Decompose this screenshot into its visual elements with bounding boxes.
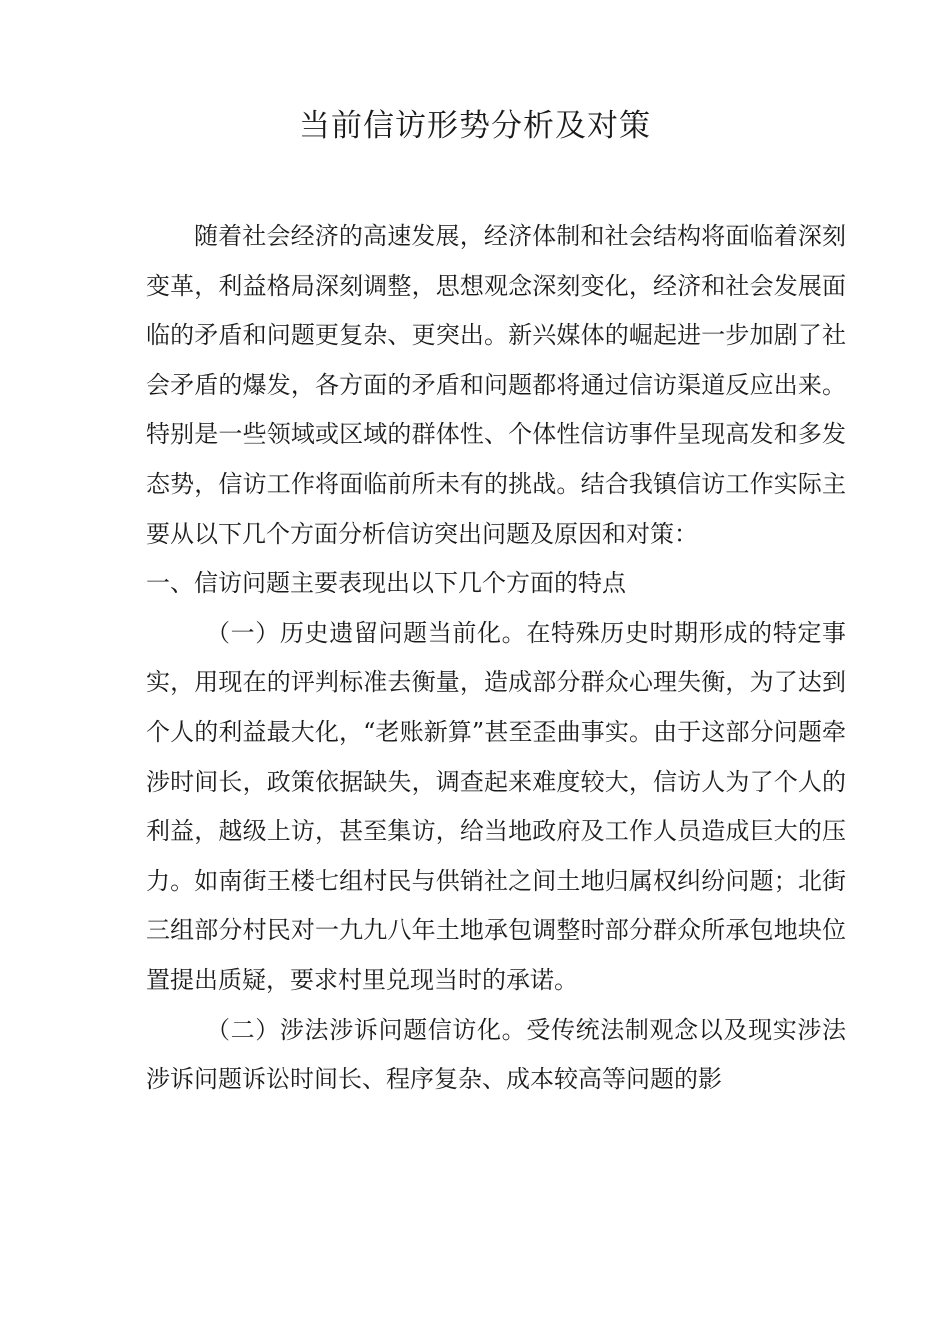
subsection-paragraph-2: （二）涉法涉诉问题信访化。受传统法制观念以及现实涉法涉诉问题诉讼时间长、程序复杂、成本较高等问题的影 bbox=[146, 1015, 846, 1094]
document-body bbox=[146, 212, 846, 1105]
document-title: 当前信访形势分析及对策 bbox=[299, 108, 651, 144]
subsection-paragraph-1: （一）历史遗留问题当前化。在特殊历史时期形成的特定事实，用现在的评判标准去衡量，造成部分群众心理失衡，为了达到个人的利益最大化，“老账新算”甚至歪曲事实。由于这部分问题牵涉时间长，政策依据缺失，调查起来难度较大，信访人为了个人的利益，越级上访，甚至集访，给当地政府及工作人员造成巨大的压力。如南街王楼七组村民与供销社之间土地归属权纠纷问题；北街三组部分村民对一九九八年土地承包调整时部分群众所承包地块位置提出质疑，要求村里兑现当时的承诺。 bbox=[146, 618, 846, 994]
intro-paragraph: 随着社会经济的高速发展，经济体制和社会结构将面临着深刻变革，利益格局深刻调整，思想观念深刻变化，经济和社会发展面临的矛盾和问题更复杂、更突出。新兴媒体的崛起进一步加剧了社会矛盾的爆发，各方面的矛盾和问题都将通过信访渠道反应出来。特别是一些领域或区域的群体性、个体性信访事件呈现高发和多发态势，信访工作将面临前所未有的挑战。结合我镇信访工作实际主要从以下几个方面分析信访突出问题及原因和对策： bbox=[146, 222, 846, 548]
section-heading-1: 一、信访问题主要表现出以下几个方面的特点 bbox=[146, 569, 626, 598]
